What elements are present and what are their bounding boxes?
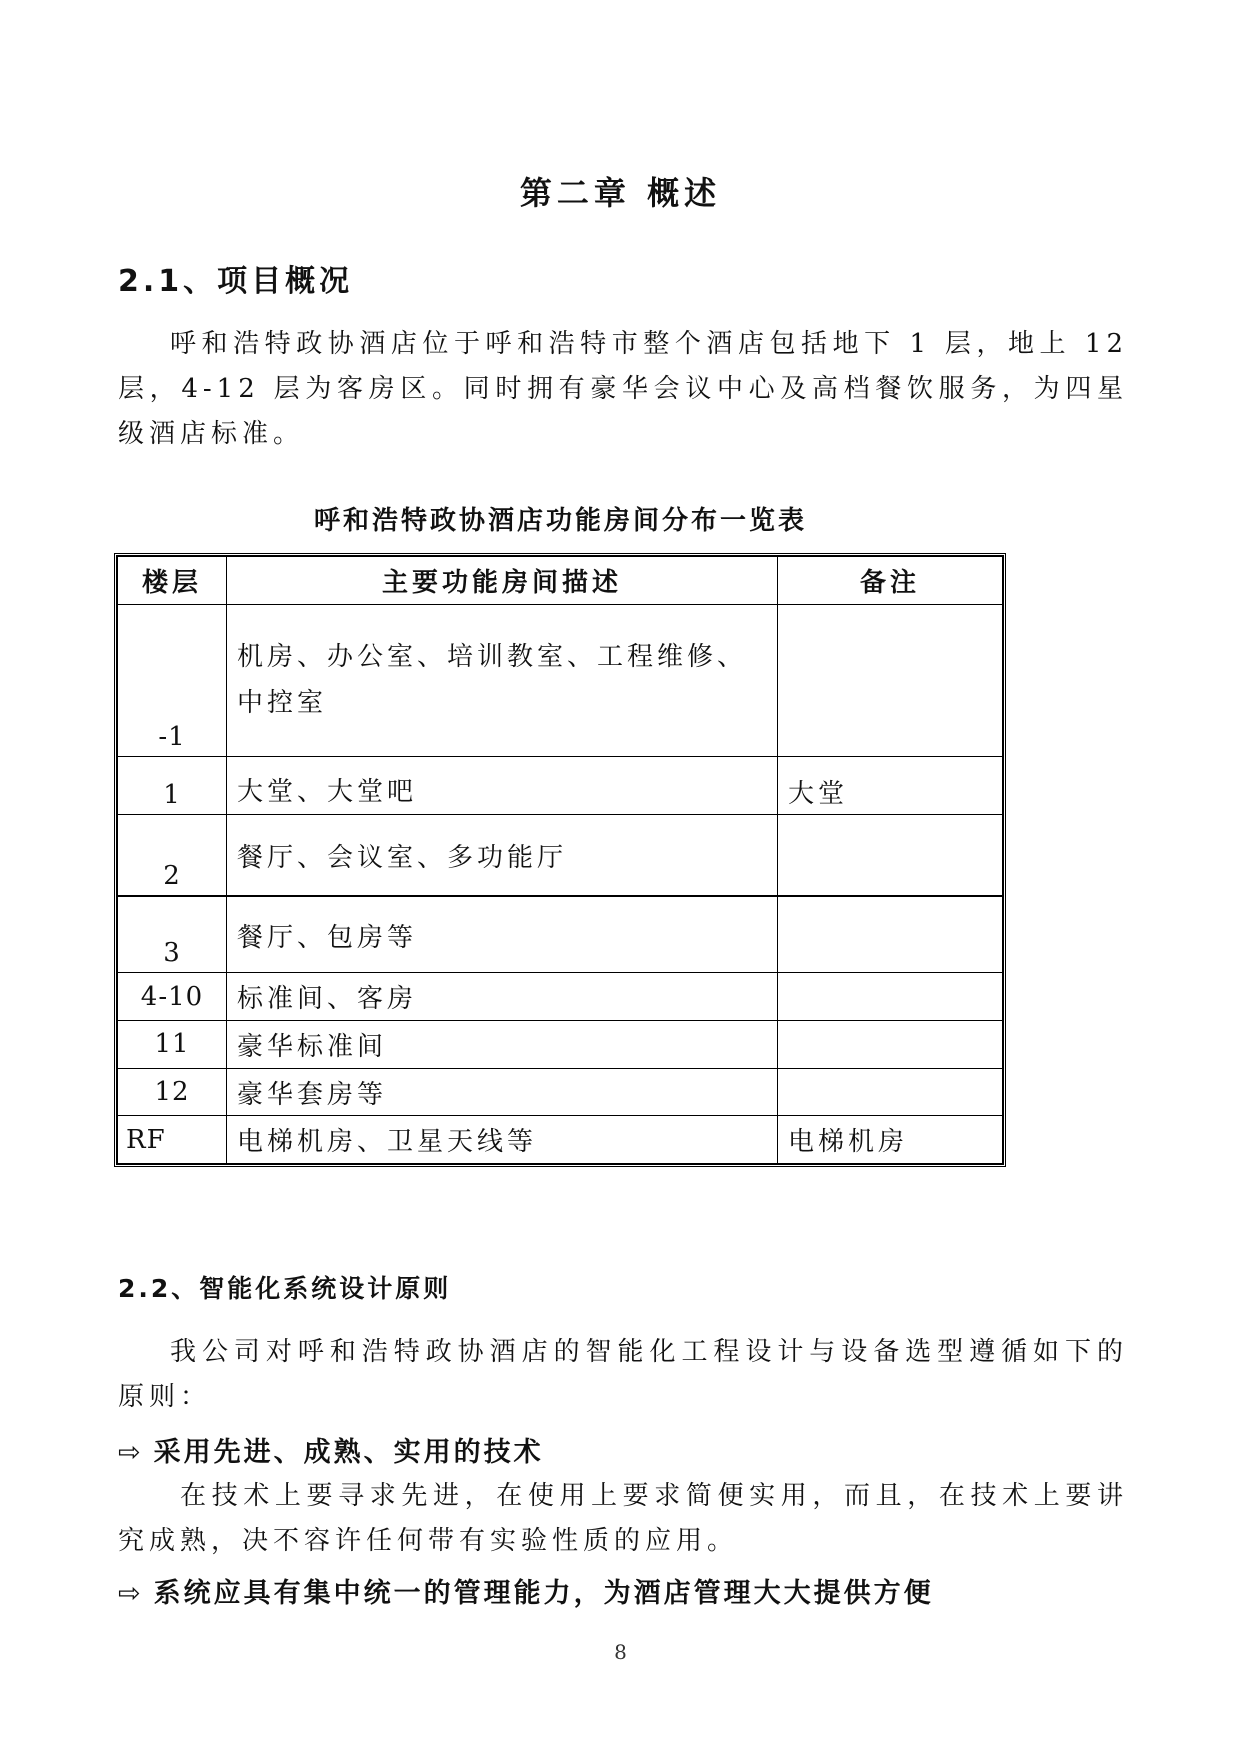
principle-bullet-2-label: 系统应具有集中统一的管理能力，为酒店管理大大提供方便 [153, 1578, 934, 1609]
function-room-table [114, 553, 1006, 1167]
page-number: 8 [614, 1640, 627, 1664]
cell-description: 电梯机房、卫星天线等 [227, 1116, 778, 1164]
table-row [118, 1116, 1003, 1164]
chapter-title: 第二章 概述 [519, 174, 722, 212]
table-row [118, 896, 1003, 973]
table-row [118, 1021, 1003, 1069]
table-row [118, 1068, 1003, 1116]
table-row [118, 756, 1003, 815]
header-description: 主要功能房间描述 [227, 557, 778, 605]
cell-note: 大堂 [778, 756, 1003, 815]
cell-note [778, 896, 1003, 973]
cell-floor: -1 [118, 604, 227, 756]
cell-note: 电梯机房 [778, 1116, 1003, 1164]
cell-note [778, 604, 1003, 756]
table-row [118, 604, 1003, 756]
arrow-icon: ⇨ [118, 1578, 144, 1609]
section-heading-project-overview: 2.1、项目概况 [118, 264, 354, 299]
cell-floor: 4-10 [118, 973, 227, 1021]
cell-description: 餐厅、包房等 [227, 896, 778, 973]
cell-description: 机房、办公室、培训教室、工程维修、中控室 [227, 604, 778, 756]
principle-bullet-2 [118, 1571, 934, 1610]
cell-description: 大堂、大堂吧 [227, 756, 778, 815]
cell-note [778, 815, 1003, 896]
cell-note [778, 973, 1003, 1021]
table-header-row [118, 557, 1003, 605]
cell-floor: 3 [118, 896, 227, 973]
section-heading-design-principles: 2.2、智能化系统设计原则 [118, 1274, 452, 1303]
cell-floor: 12 [118, 1068, 227, 1116]
cell-floor: 2 [118, 815, 227, 896]
table-row [118, 815, 1003, 896]
table-caption: 呼和浩特政协酒店功能房间分布一览表 [313, 506, 807, 536]
principle-1-paragraph: 在技术上要寻求先进，在使用上要求简便实用，而且，在技术上要讲究成熟，决不容许任何带有实验性质的应用。 [118, 1481, 1128, 1556]
cell-floor: RF [118, 1116, 227, 1164]
cell-description: 标准间、客房 [227, 973, 778, 1021]
header-floor: 楼层 [118, 557, 227, 605]
principle-bullet-1-label: 采用先进、成熟、实用的技术 [153, 1437, 544, 1468]
arrow-icon: ⇨ [118, 1437, 144, 1468]
cell-floor: 11 [118, 1021, 227, 1069]
principle-bullet-1 [118, 1430, 544, 1469]
cell-description: 豪华套房等 [227, 1068, 778, 1116]
cell-description: 豪华标准间 [227, 1021, 778, 1069]
header-note: 备注 [778, 557, 1003, 605]
design-principles-intro: 我公司对呼和浩特政协酒店的智能化工程设计与设备选型遵循如下的原则： [118, 1337, 1128, 1412]
cell-description: 餐厅、会议室、多功能厅 [227, 815, 778, 896]
cell-floor: 1 [118, 756, 227, 815]
project-overview-paragraph: 呼和浩特政协酒店位于呼和浩特市整个酒店包括地下 1 层，地上 12 层，4-12 层为客房区。同时拥有豪华会议中心及高档餐饮服务，为四星级酒店标准。 [118, 329, 1128, 449]
table-row [118, 973, 1003, 1021]
cell-note [778, 1068, 1003, 1116]
cell-note [778, 1021, 1003, 1069]
